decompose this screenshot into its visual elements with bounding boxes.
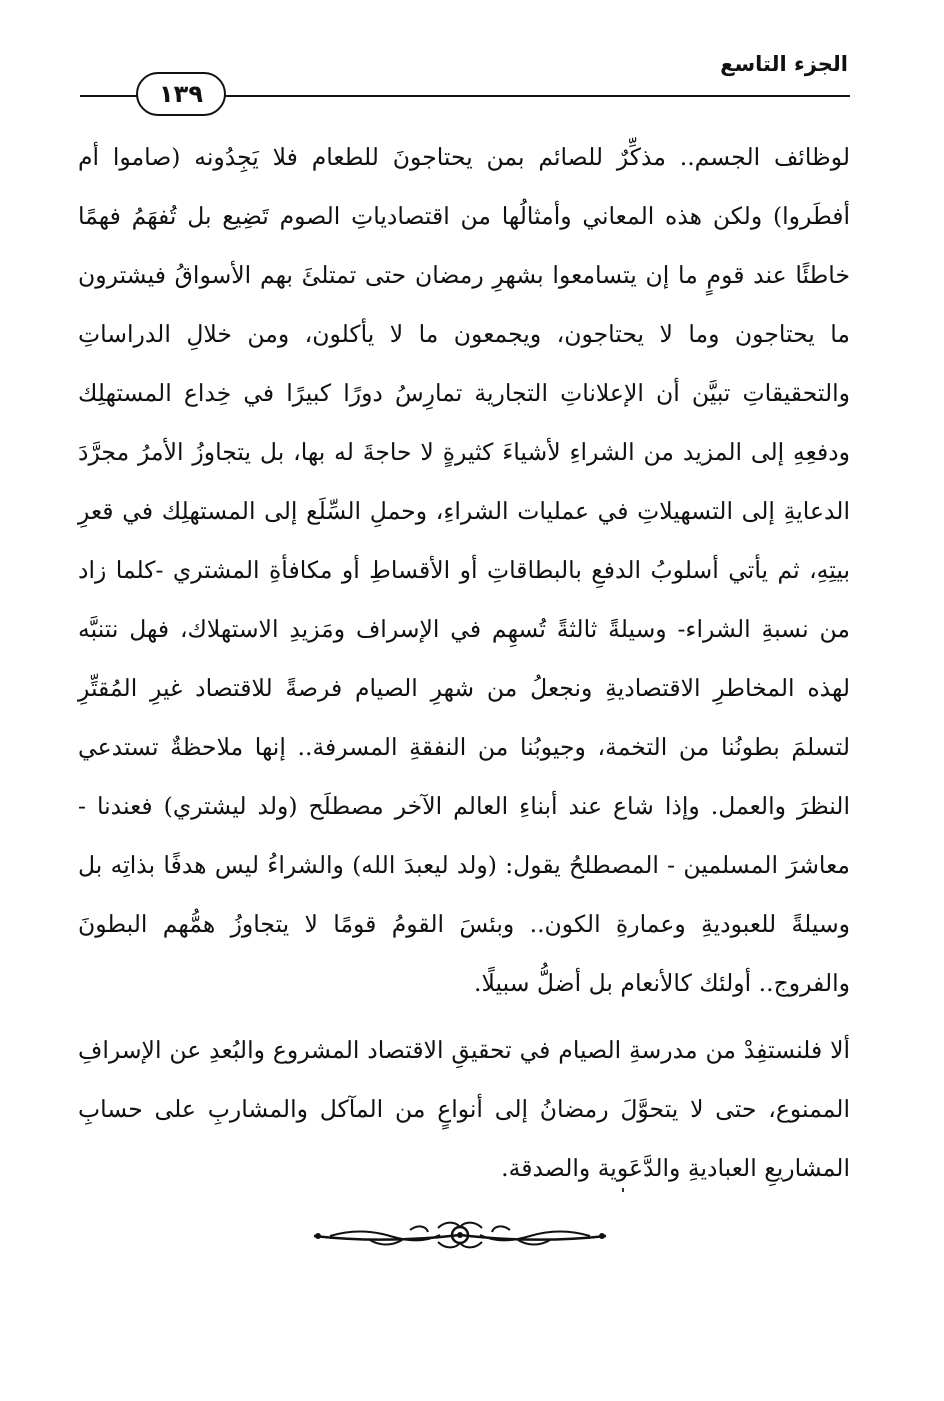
- body-text: [78, 128, 850, 1198]
- end-ornament-icon: [310, 1218, 610, 1252]
- paragraph: ألا فلنستفِدْ من مدرسةِ الصيام في تحقيقِ الاقتصاد المشروع والبُعدِ عن الإسرافِ الممنوع، حتى لا يتحوَّلَ رمضانُ إلى أنواعٍ من المآكل والمشاربِ على حسابِ المشاريعِ العباديةِ والدَّعَوية والصدقة.: [78, 1036, 850, 1182]
- running-head: الجزء التاسع: [720, 52, 848, 76]
- page-number-badge: ١٣٩: [136, 72, 226, 116]
- paragraph: لوظائف الجسم.. مذكِّرٌ للصائم بمن يحتاجونَ للطعام فلا يَجِدُونه (صاموا أم أفطَروا) ولكن هذه المعاني وأمثالُها من اقتصادياتِ الصوم تَضِيع بل تُفهَمُ فهمًا خاطئًا عند قومٍ ما إن يتسامعوا بشهرِ رمضان حتى تمتلئَ بهم الأسواقُ فيشترون ما يحتاجون وما لا يحتاجون، ويجمعون ما لا يأكلون، ومن خلالِ الدراساتِ والتحقيقاتِ تبيَّن أن الإعلاناتِ التجارية تمارِسُ دورًا كبيرًا في خِداع المستهلِك ودفعِهِ إلى المزيد من الشراءِ لأشياءَ كثيرةٍ لا حاجةَ له بها، بل يتجاوزُ الأمرُ مجرَّدَ الدعايةِ إلى التسهيلاتِ في عمليات الشراءِ، وحملِ السِّلَع إلى المستهلِك في قعرِ بيتِهِ، ثم يأتي أسلوبُ الدفعِ بالبطاقاتِ أو الأقساطِ أو مكافأةِ المشتري -كلما زاد من نسبةِ الشراء- وسيلةً ثالثةً تُسهِم في الإسراف ومَزيدِ الاستهلاك، فهل نتنبَّه لهذه المخاطرِ الاقتصاديةِ ونجعلُ من شهرِ الصيام فرصةً للاقتصاد غيرِ المُقتِّرِ لتسلمَ بطونُنا من التخمة، وجيوبُنا من النفقةِ المسرفة.. إنها ملاحظةٌ تستدعي النظرَ والعمل. وإذا شاع عند أبناءِ العالم الآخر مصطلَح (ولد ليشتري) فعندنا - معاشرَ المسلمين - المصطلحُ يقول: (ولد ليعبدَ الله) والشراءُ ليس هدفًا بذاتِه بل وسيلةً للعبوديةِ وعمارةِ الكون.. وبئسَ القومُ قومًا لا يتجاوزُ همُّهم البطونَ والفروج.. أولئك كالأنعام بل أضلُّ سبيلًا.: [78, 143, 850, 997]
- print-speck: [622, 1188, 624, 1192]
